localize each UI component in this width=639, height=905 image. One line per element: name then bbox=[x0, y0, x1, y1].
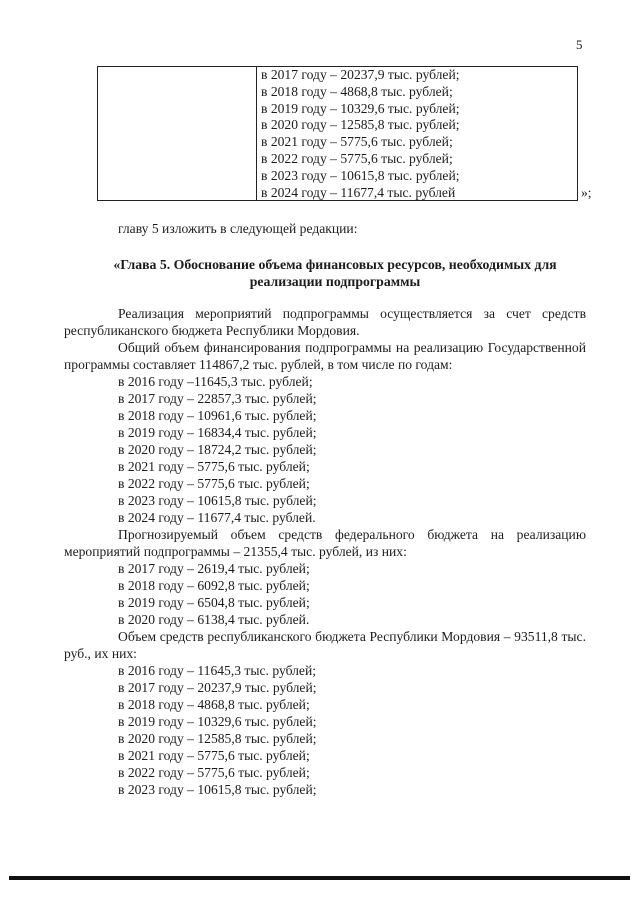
list-item: в 2016 году –11645,3 тыс. рублей; bbox=[118, 374, 313, 389]
list-item: в 2022 году – 5775,6 тыс. рублей; bbox=[118, 765, 310, 780]
list-item: в 2018 году – 4868,8 тыс. рублей; bbox=[118, 697, 310, 712]
heading-line-2: реализации подпрограммы bbox=[249, 274, 421, 289]
paragraph-total-funding: Общий объем финансирования подпрограммы на реализацию Государственной программы составляет 114867,2 тыс. рублей, в том числе по годам: bbox=[64, 340, 586, 372]
table-line: в 2017 году – 20237,9 тыс. рублей; bbox=[261, 67, 460, 82]
table-line: в 2018 году – 4868,8 тыс. рублей; bbox=[261, 83, 453, 99]
page-number: 5 bbox=[576, 37, 583, 52]
list-item: в 2017 году – 20237,9 тыс. рублей; bbox=[118, 680, 317, 695]
list-item: в 2020 году – 6138,4 тыс. рублей. bbox=[118, 612, 310, 627]
list-item: в 2019 году – 6504,8 тыс. рублей; bbox=[118, 595, 310, 610]
list-item: в 2017 году – 2619,4 тыс. рублей; bbox=[118, 561, 310, 576]
list-item: в 2022 году – 5775,6 тыс. рублей; bbox=[118, 476, 310, 491]
chapter-heading bbox=[70, 256, 600, 290]
instruction-text: главу 5 изложить в следующей редакции: bbox=[118, 221, 358, 236]
list-item: в 2023 году – 10615,8 тыс. рублей; bbox=[118, 782, 317, 797]
list-item: в 2023 году – 10615,8 тыс. рублей; bbox=[118, 493, 317, 508]
list-item: в 2020 году – 12585,8 тыс. рублей; bbox=[118, 731, 317, 746]
heading-line-1: «Глава 5. Обоснование объема финансовых ресурсов, необходимых для bbox=[113, 257, 557, 272]
list-republic-funding bbox=[64, 662, 586, 798]
paragraph-federal-budget: Прогнозируемый объем средств федерального бюджета на реализацию мероприятий подпрограммы – 21355,4 тыс. рублей, из них: bbox=[64, 527, 586, 559]
list-item: в 2020 году – 18724,2 тыс. рублей; bbox=[118, 442, 317, 457]
bottom-rule bbox=[9, 876, 630, 880]
table-line: в 2024 году – 11677,4 тыс. рублей bbox=[261, 184, 456, 200]
table-right-cell bbox=[261, 67, 577, 200]
list-item: в 2016 году – 11645,3 тыс. рублей; bbox=[118, 663, 317, 678]
table-line: в 2020 году – 12585,8 тыс. рублей; bbox=[261, 117, 460, 133]
list-item: в 2018 году – 6092,8 тыс. рублей; bbox=[118, 578, 310, 593]
paragraph-implementation: Реализация мероприятий подпрограммы осуществляется за счет средств республиканского бюджета Республики Мордовия. bbox=[64, 306, 586, 338]
list-item: в 2024 году – 11677,4 тыс. рублей. bbox=[118, 510, 316, 525]
list-item: в 2017 году – 22857,3 тыс. рублей; bbox=[118, 391, 317, 406]
list-item: в 2021 году – 5775,6 тыс. рублей; bbox=[118, 748, 310, 763]
list-federal-funding bbox=[64, 560, 586, 628]
funding-table bbox=[97, 66, 578, 201]
table-line: в 2022 году – 5775,6 тыс. рублей; bbox=[261, 150, 453, 166]
document-body bbox=[64, 305, 586, 798]
table-line: в 2019 году – 10329,6 тыс. рублей; bbox=[261, 100, 460, 116]
table-line: в 2023 году – 10615,8 тыс. рублей; bbox=[261, 167, 460, 183]
list-item: в 2019 году – 16834,4 тыс. рублей; bbox=[118, 425, 317, 440]
paragraph-republic-budget: Объем средств республиканского бюджета Республики Мордовия – 93511,8 тыс. руб., их них: bbox=[64, 629, 586, 661]
list-item: в 2018 году – 10961,6 тыс. рублей; bbox=[118, 408, 317, 423]
quote-close: »; bbox=[581, 185, 592, 200]
table-left-cell bbox=[98, 67, 257, 200]
list-item: в 2021 году – 5775,6 тыс. рублей; bbox=[118, 459, 310, 474]
table-line: в 2021 году – 5775,6 тыс. рублей; bbox=[261, 134, 453, 150]
list-total-funding bbox=[64, 373, 586, 526]
list-item: в 2019 году – 10329,6 тыс. рублей; bbox=[118, 714, 317, 729]
